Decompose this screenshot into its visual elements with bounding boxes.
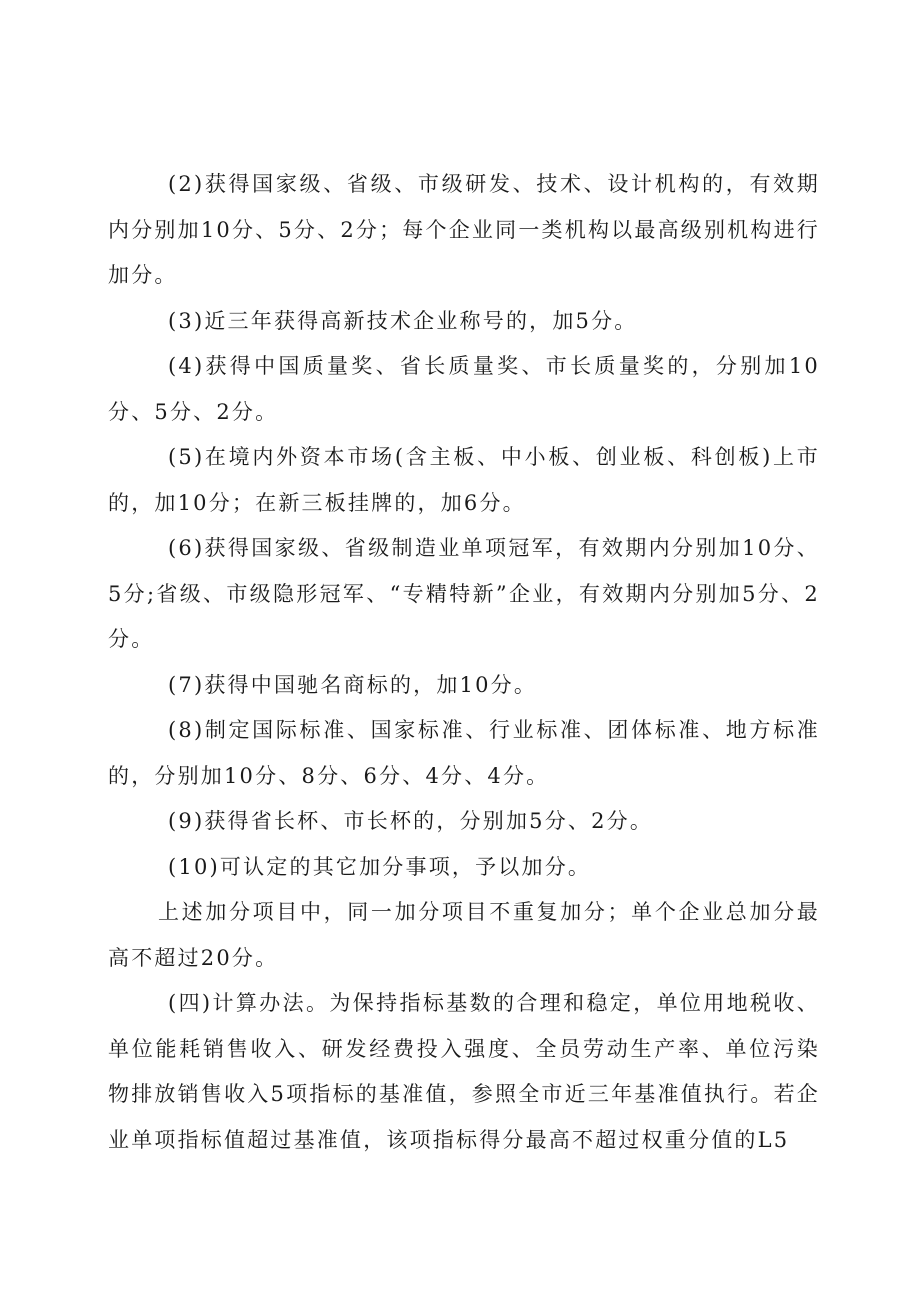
bonus-item-7: (7)获得中国驰名商标的，加10分。 <box>168 672 538 697</box>
document-body <box>108 162 820 1163</box>
bonus-item-9: (9)获得省长杯、市长杯的，分别加5分、2分。 <box>168 809 654 833</box>
bonus-item-8: (8)制定国际标准、国家标准、行业标准、团体标准、地方标准的，分别加10分、8分、6分、4分、4分。 <box>108 718 820 788</box>
calculation-method: (四)计算办法。为保持指标基数的合理和稳定，单位用地税收、单位能耗销售收入、研发经费投入强度、全员劳动生产率、单位污染物排放销售收入5项指标的基准值，参照全市近三年基准值执行。若企业单项指标值超过基准值，该项指标得分最高不超过权重分值的L5 <box>108 991 820 1152</box>
bonus-item-3: (3)近三年获得高新技术企业称号的，加5分。 <box>168 308 638 333</box>
bonus-item-2: (2)获得国家级、省级、市级研发、技术、设计机构的，有效期内分别加10分、5分、2分；每个企业同一类机构以最高级别机构进行加分。 <box>108 172 820 287</box>
bonus-summary: 上述加分项目中，同一加分项目不重复加分；单个企业总加分最高不超过20分。 <box>108 900 820 970</box>
bonus-item-4: (4)获得中国质量奖、省长质量奖、市长质量奖的，分别加10分、5分、2分。 <box>108 354 820 424</box>
bonus-item-6: (6)获得国家级、省级制造业单项冠军，有效期内分别加10分、5分;省级、市级隐形冠军、“专精特新”企业，有效期内分别加5分、2分。 <box>108 536 820 651</box>
bonus-item-10: (10)可认定的其它加分事项，予以加分。 <box>168 854 592 879</box>
bonus-item-5: (5)在境内外资本市场(含主板、中小板、创业板、科创板)上市的，加10分；在新三板挂牌的，加6分。 <box>108 445 820 515</box>
